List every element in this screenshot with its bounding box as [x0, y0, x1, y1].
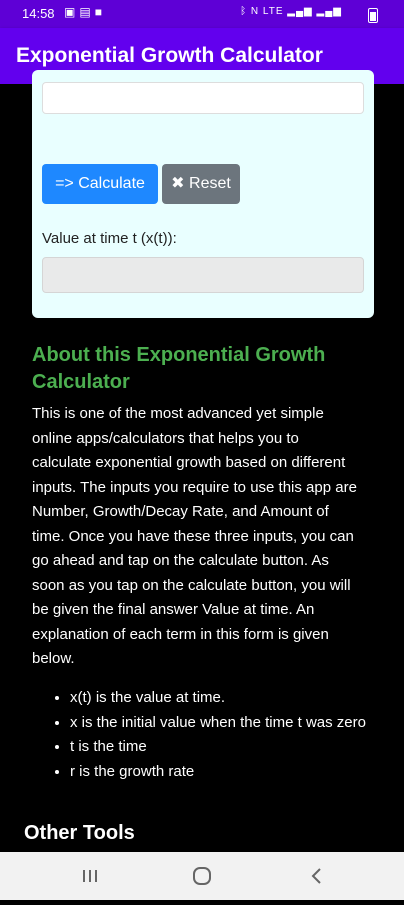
navigation-bar: [0, 852, 404, 900]
result-label: Value at time t (x(t)):: [42, 230, 177, 247]
system-icons: [240, 6, 342, 17]
other-tools-heading: Other Tools: [24, 822, 135, 844]
app-title: Exponential Growth Calculator: [16, 44, 323, 67]
term-list: [52, 686, 380, 784]
notification-icons: [64, 5, 106, 19]
home-button[interactable]: [172, 852, 232, 900]
status-bar: [0, 0, 404, 28]
notification-icon: ■: [94, 5, 106, 19]
message-icon: ▤: [79, 5, 95, 19]
list-item: • x(t) is the value at time.: [70, 686, 380, 711]
about-heading: About this Exponential Growth Calculator: [32, 344, 326, 393]
signal-icon: ▂▄▆: [287, 6, 313, 17]
nfc-icon: N: [250, 6, 260, 17]
recents-button[interactable]: [60, 852, 120, 900]
list-item: • x is the initial value when the time t was zero: [70, 711, 380, 736]
recents-icon: [60, 852, 120, 900]
time-input[interactable]: [42, 82, 364, 114]
calculator-card: [32, 70, 374, 318]
lte-icon: LTE: [262, 6, 284, 17]
result-field[interactable]: [42, 257, 364, 293]
list-item: • t is the time: [70, 735, 380, 760]
signal-icon: ▂▄▆: [316, 6, 342, 17]
battery-icon: [368, 8, 378, 23]
gallery-icon: ▣: [64, 5, 80, 19]
status-time: 14:58: [22, 6, 55, 21]
bluetooth-icon: ᛒ: [240, 6, 248, 17]
back-button[interactable]: [286, 852, 346, 900]
reset-button[interactable]: ✖ Reset: [162, 164, 240, 204]
back-icon: [286, 852, 346, 900]
calculate-button[interactable]: => Calculate: [42, 164, 158, 204]
about-paragraph: This is one of the most advanced yet simple online apps/calculators that helps you to calculate exponential growth based on different inputs. The inputs you require to use this app are Number, Growth/Decay Rate, and Amount of time. Once you have these three inputs, you can go ahead and tap on the calculate button. As soon as you tap on the calculate button, you will be given the final answer Value at time. An explanation of each term in this form is given below.: [32, 405, 357, 667]
list-item: • r is the growth rate: [70, 760, 380, 785]
home-icon: [172, 852, 232, 900]
